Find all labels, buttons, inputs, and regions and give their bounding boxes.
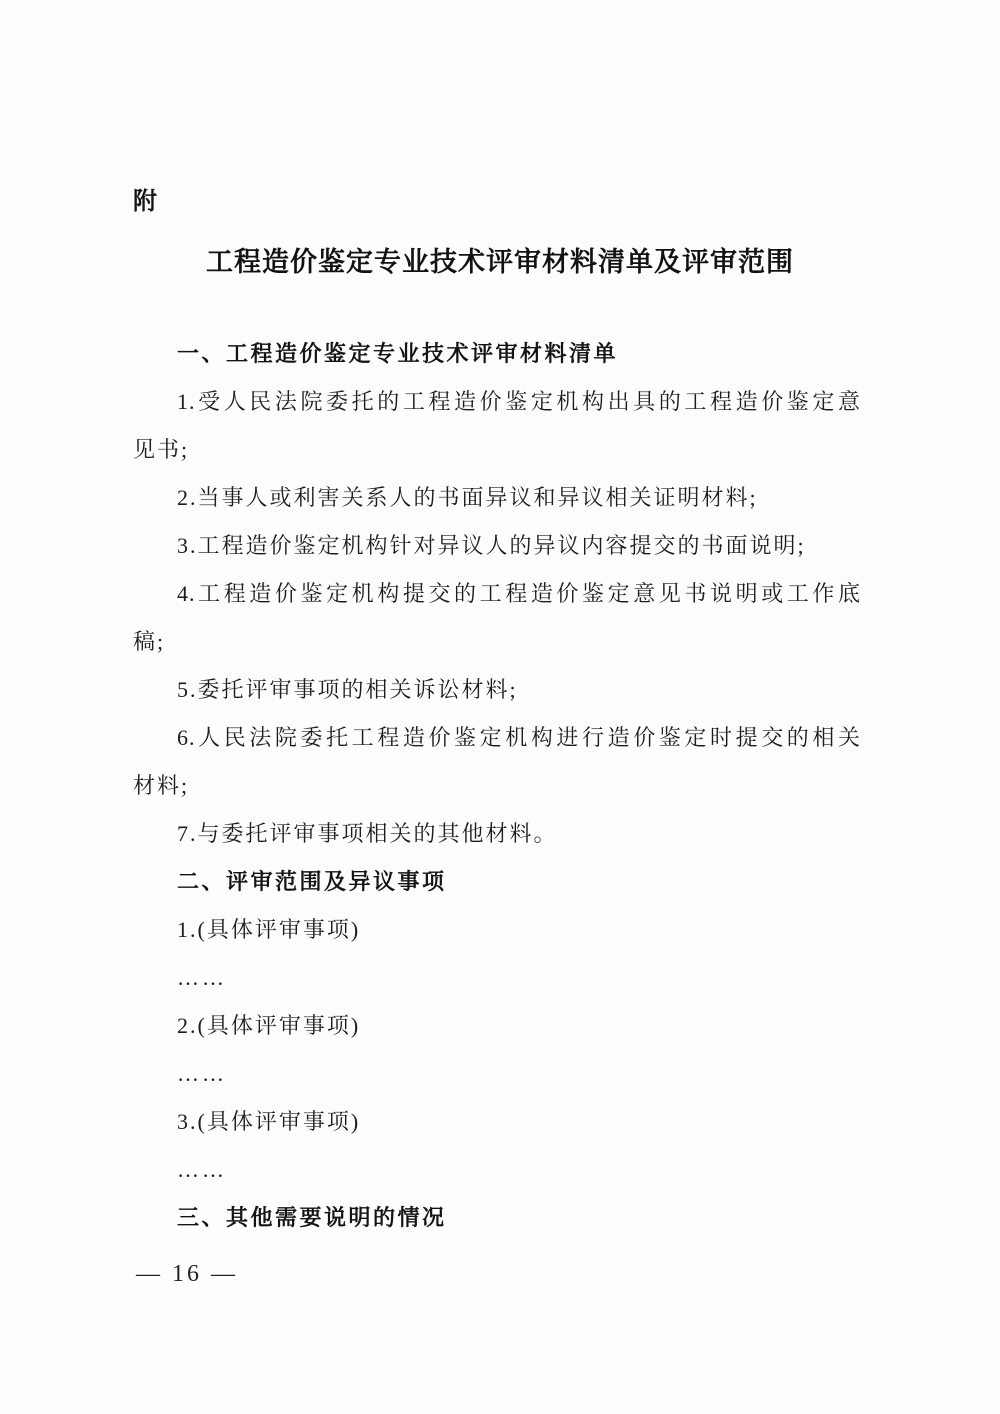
review-item-1: 1.(具体评审事项) — [177, 917, 361, 942]
document-title: 工程造价鉴定专业技术评审材料清单及评审范围 — [206, 247, 794, 277]
item-5: 5.委托评审事项的相关诉讼材料; — [177, 677, 518, 702]
item-4-line-2: 稿; — [133, 629, 166, 654]
section-2-heading: 二、评审范围及异议事项 — [177, 869, 447, 894]
attachment-label: 附 — [133, 188, 157, 215]
item-4-line-1: 4.工程造价鉴定机构提交的工程造价鉴定意见书说明或工作底 — [177, 581, 861, 606]
section-1-heading: 一、工程造价鉴定专业技术评审材料清单 — [177, 341, 619, 366]
review-item-2: 2.(具体评审事项) — [177, 1013, 361, 1038]
ellipsis-2: …… — [177, 1061, 227, 1086]
section-3-heading: 三、其他需要说明的情况 — [177, 1205, 447, 1230]
item-3: 3.工程造价鉴定机构针对异议人的异议内容提交的书面说明; — [177, 533, 806, 558]
item-6-line-2: 材料; — [133, 773, 190, 798]
ellipsis-3: …… — [177, 1157, 227, 1182]
item-1-line-2: 见书; — [133, 437, 190, 462]
item-1-line-1: 1.受人民法院委托的工程造价鉴定机构出具的工程造价鉴定意 — [177, 389, 861, 414]
item-2: 2.当事人或利害关系人的书面异议和异议相关证明材料; — [177, 485, 758, 510]
page-number: — 16 — — [136, 1261, 238, 1287]
item-7: 7.与委托评审事项相关的其他材料。 — [177, 821, 558, 846]
document-body — [133, 330, 861, 1242]
review-item-3: 3.(具体评审事项) — [177, 1109, 361, 1134]
ellipsis-1: …… — [177, 965, 227, 990]
item-6-line-1: 6.人民法院委托工程造价鉴定机构进行造价鉴定时提交的相关 — [177, 725, 861, 750]
